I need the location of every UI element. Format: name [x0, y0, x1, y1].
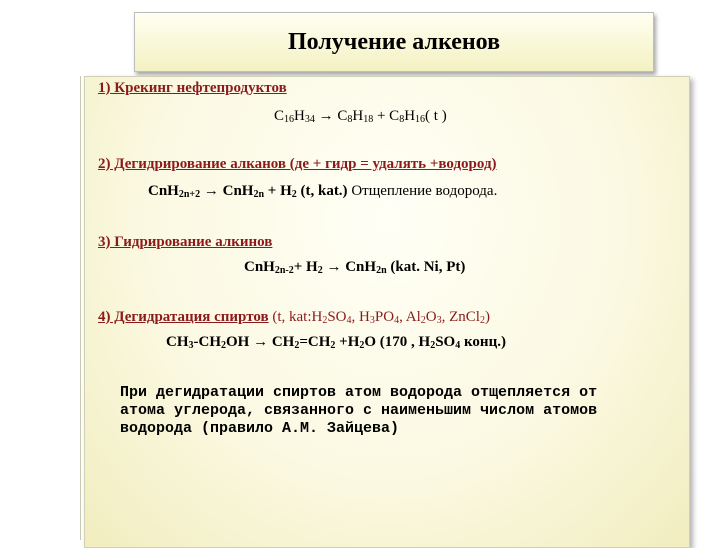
eq-text: C [274, 108, 285, 124]
eq-note: Отщепление водорода. [347, 183, 498, 199]
note-line: При дегидратации спиртов атом водорода отщепляется от [120, 384, 598, 401]
eq-text: + H [293, 259, 318, 275]
cond-text: , Al [399, 309, 421, 325]
eq-text: конц.) [460, 334, 506, 350]
eq-text: OH → CH [226, 334, 295, 350]
eq-sub: 2 [430, 340, 436, 351]
left-margin [0, 0, 84, 540]
eq-text: ( t ) [425, 108, 447, 124]
section-3-equation [244, 259, 465, 276]
eq-text: + C [373, 108, 400, 124]
eq-sub: 2 [317, 265, 323, 276]
eq-sub: 2n [376, 265, 387, 276]
eq-sub: 18 [363, 114, 374, 125]
cond-sub: 2 [420, 315, 426, 326]
cond-text: O [425, 309, 437, 325]
cond-text: ) [484, 309, 490, 325]
eq-text: → CnH [322, 259, 377, 275]
eq-sub: 2 [330, 340, 336, 351]
cond-text: , H [351, 309, 370, 325]
eq-text: (t, kat.) [296, 183, 348, 199]
cond-sub: 4 [346, 315, 352, 326]
cond-sub: 3 [369, 315, 375, 326]
title-box [134, 12, 654, 72]
eq-text: -CH [193, 334, 221, 350]
eq-sub: 8 [399, 114, 405, 125]
cond-sub: 2 [479, 315, 485, 326]
eq-sub: 4 [455, 340, 461, 351]
eq-text: SO [435, 334, 456, 350]
eq-text: H [294, 108, 305, 124]
eq-text: → C [314, 108, 348, 124]
eq-text: CnH [244, 259, 275, 275]
eq-sub: 2 [294, 340, 300, 351]
eq-text: → CnH [200, 183, 254, 199]
note-line: атома углерода, связанного с наименьшим числом атомов [120, 402, 598, 419]
cond-sub: 2 [322, 315, 328, 326]
eq-text: CnH [148, 183, 179, 199]
eq-sub: 16 [415, 114, 426, 125]
eq-sub: 8 [347, 114, 353, 125]
cond-text: PO [374, 309, 395, 325]
eq-text: H [404, 108, 416, 124]
section-1-equation [274, 108, 447, 125]
eq-text: +H [335, 334, 360, 350]
section-1-heading: 1) Крекинг нефтепродуктов [98, 80, 287, 96]
eq-text: =CH [299, 334, 331, 350]
section-2-equation [148, 183, 497, 200]
cond-text: (t, kat:H [268, 309, 323, 325]
eq-sub: 3 [188, 340, 194, 351]
page-title: Получение алкенов [287, 28, 501, 55]
section-2-heading: 2) Дегидрирование алканов (де + гидр = удалять +водород) [98, 156, 497, 172]
cond-sub: 3 [436, 315, 442, 326]
divider-line [80, 76, 81, 540]
section-4-heading: 4) Дегидратация спиртов [98, 309, 269, 325]
zaitsev-rule-note [120, 384, 680, 438]
eq-sub: 2n-2 [274, 265, 294, 276]
eq-sub: 2 [359, 340, 365, 351]
eq-sub: 2 [291, 189, 297, 200]
section-4-equation [166, 334, 506, 351]
eq-sub: 34 [304, 114, 315, 125]
eq-text: + H [264, 183, 292, 199]
eq-text: O (170 , H [364, 334, 431, 350]
section-4-line [98, 309, 490, 326]
eq-sub: 2n [253, 189, 265, 200]
eq-sub: 2 [221, 340, 226, 351]
eq-text: (kat. Ni, Pt) [386, 259, 466, 275]
cond-text: , ZnCl [441, 309, 480, 325]
section-3-heading: 3) Гидрирование алкинов [98, 234, 273, 250]
cond-sub: 4 [394, 315, 400, 326]
cond-text: SO [327, 309, 347, 325]
eq-text: CH [166, 334, 189, 350]
eq-sub: 2n+2 [178, 189, 201, 200]
note-line: водорода (правило А.М. Зайцева) [120, 420, 400, 437]
eq-text: H [352, 108, 364, 124]
eq-sub: 16 [284, 114, 295, 125]
